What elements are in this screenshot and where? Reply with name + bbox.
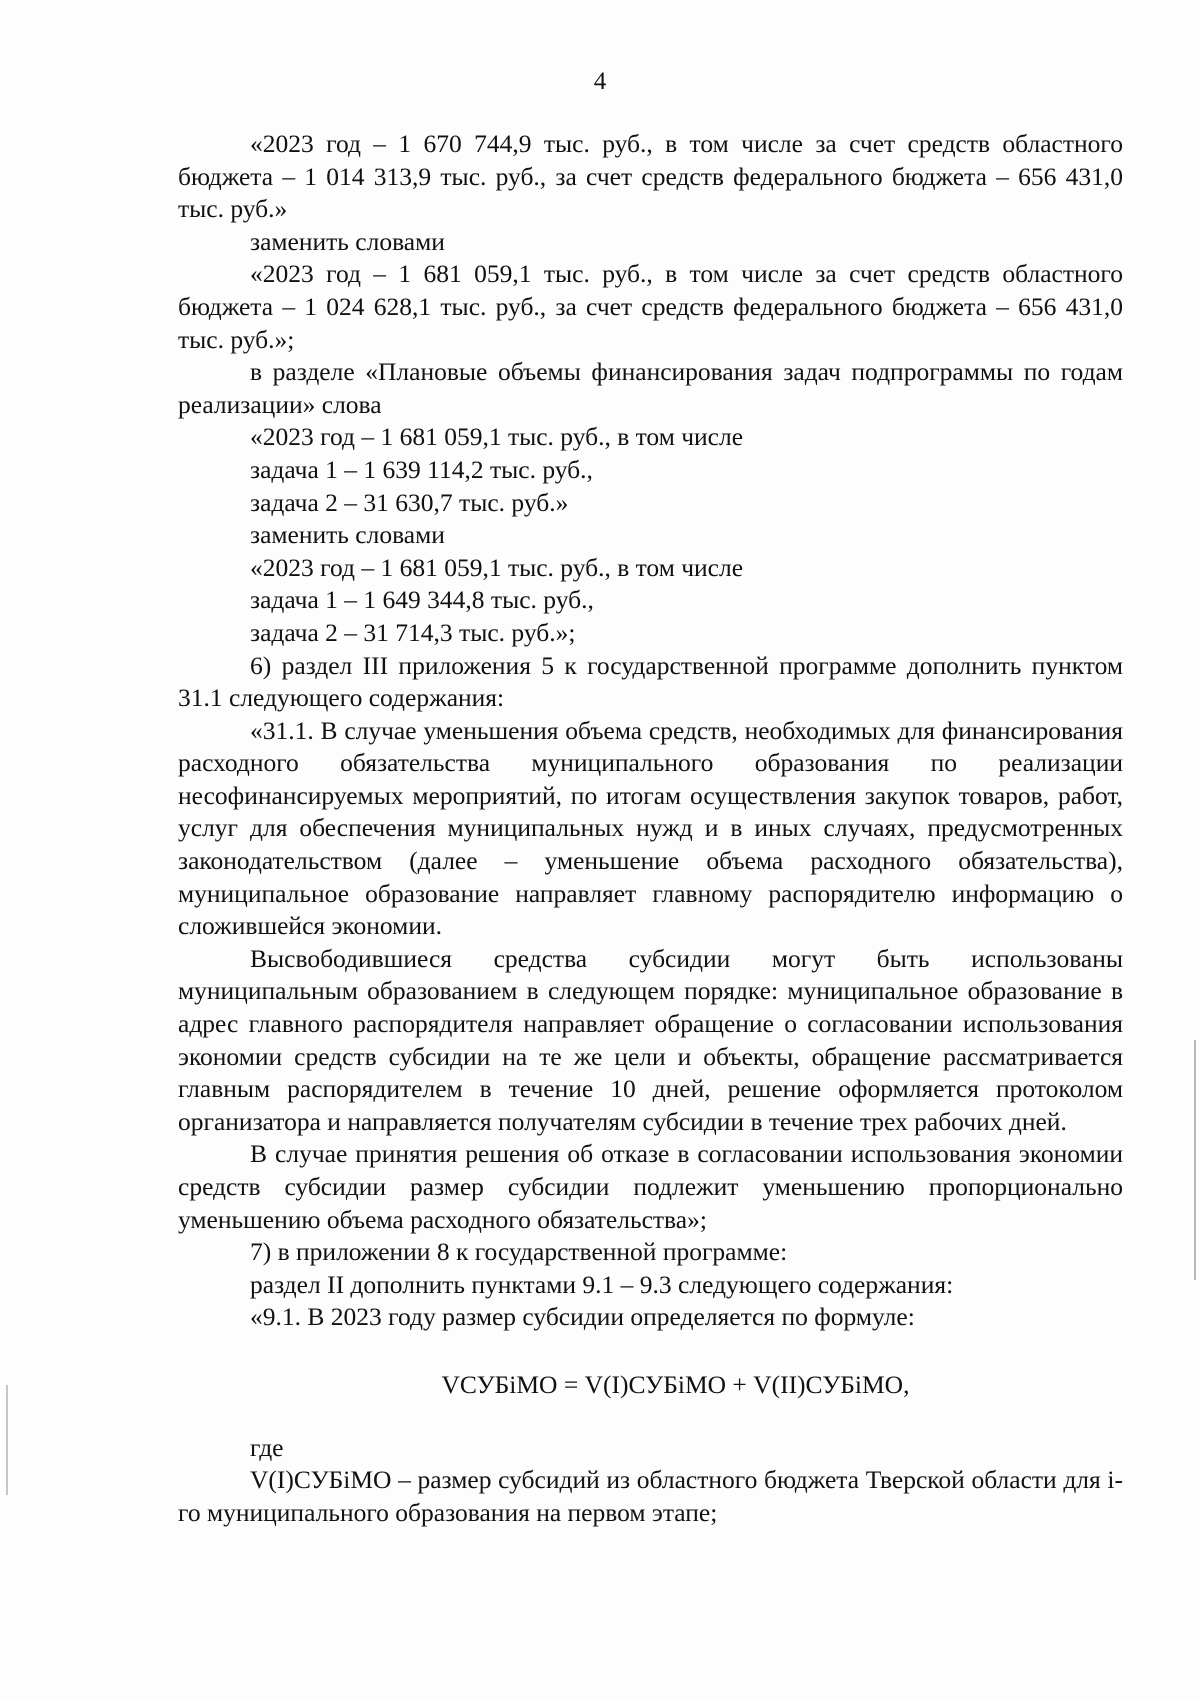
paragraph: «2023 год – 1 681 059,1 тыс. руб., в том числе bbox=[250, 422, 744, 452]
paragraph: заменить словами bbox=[250, 520, 445, 550]
paragraph: задача 1 – 1 639 114,2 тыс. руб., bbox=[250, 454, 593, 484]
paragraph: «2023 год – 1 670 744,9 тыс. руб., в том числе за счет средств областного бюджета – 1 014 313,9 тыс. руб., за счет средств федерального бюджета – 656 431,0 тыс. руб.» bbox=[178, 129, 1123, 224]
paragraph: 6) раздел III приложения 5 к государственной программе дополнить пунктом 31.1 следующего содержания: bbox=[178, 650, 1123, 713]
paragraph: «2023 год – 1 681 059,1 тыс. руб., в том числе за счет средств областного бюджета – 1 024 628,1 тыс. руб., за счет средств федерального бюджета – 656 431,0 тыс. руб.»; bbox=[178, 259, 1123, 354]
paragraph: раздел II дополнить пунктами 9.1 – 9.3 следующего содержания: bbox=[250, 1269, 954, 1299]
paragraph: задача 2 – 31 714,3 тыс. руб.»; bbox=[250, 617, 576, 647]
page-number: 4 bbox=[593, 68, 607, 95]
paragraph: задача 1 – 1 649 344,8 тыс. руб., bbox=[250, 585, 594, 615]
paragraph: заменить словами bbox=[250, 226, 445, 256]
paragraph: V(I)СУБiМО – размер субсидий из областного бюджета Тверской области для i-го муниципального образования на первом этапе; bbox=[178, 1465, 1123, 1527]
formula: VСУБiМО = V(I)СУБiМО + V(II)СУБiМО, bbox=[441, 1369, 910, 1399]
scan-edge-mark bbox=[1194, 1040, 1196, 1280]
paragraph: задача 2 – 31 630,7 тыс. руб.» bbox=[250, 487, 569, 517]
paragraph: 7) в приложении 8 к государственной программе: bbox=[250, 1237, 788, 1267]
paragraph: Высвободившиеся средства субсидии могут быть использованы муниципальным образованием в следующем порядке: муниципальное образование в адрес главного распорядителя направляет обращение о согласовании использования экономии средств субсидии на те же цели и объекты, обращение рассматривается главным распорядителем в течение 10 дней, решение оформляется протоколом организатора и направляется получателям субсидии в течение трех рабочих дней. bbox=[178, 943, 1123, 1136]
paragraph: в разделе «Плановые объемы финансирования задач подпрограммы по годам реализации» слова bbox=[178, 357, 1123, 419]
paragraph: «2023 год – 1 681 059,1 тыс. руб., в том числе bbox=[250, 552, 744, 582]
paragraph: «31.1. В случае уменьшения объема средств, необходимых для финансирования расходного обязательства муниципального образования по реализации несофинансируемых мероприятий, по итогам осуществления закупок товаров, работ, услуг для обеспечения муниципальных нужд и в иных случаях, предусмотренных законодательством (далее – уменьшение объема расходного обязательства), муниципальное образование направляет главному распорядителю информацию о сложившейся экономии. bbox=[178, 715, 1123, 941]
paragraph: В случае принятия решения об отказе в согласовании использования экономии средств субсидии размер субсидии подлежит уменьшению пропорционально уменьшению объема расходного обязательства»; bbox=[178, 1139, 1123, 1234]
scan-edge-mark bbox=[6, 1385, 8, 1495]
document-body bbox=[178, 128, 1123, 1529]
paragraph: «9.1. В 2023 году размер субсидии определяется по формуле: bbox=[250, 1302, 915, 1332]
paragraph: где bbox=[250, 1432, 284, 1462]
